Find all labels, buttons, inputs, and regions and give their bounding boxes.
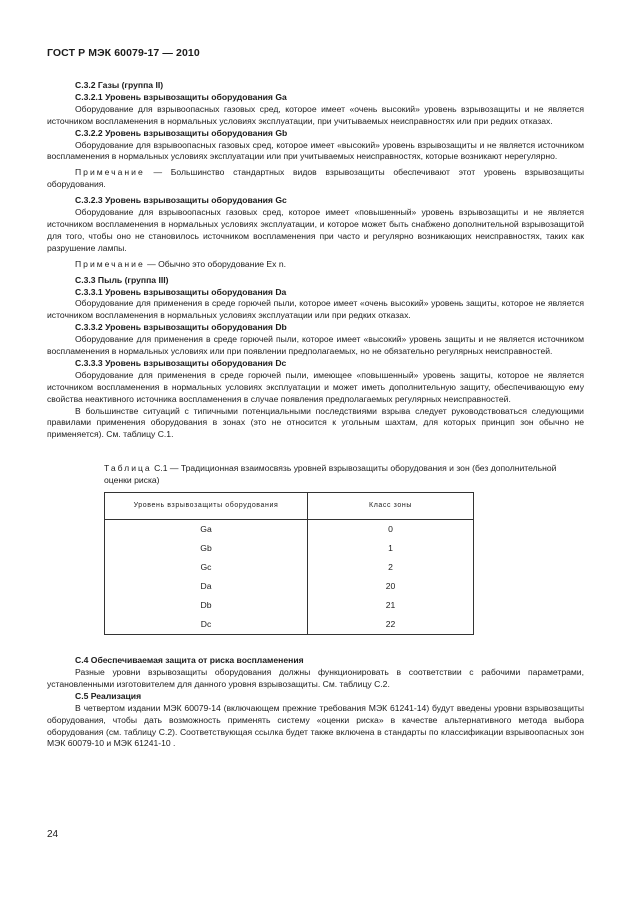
table-cell-level: Gb — [105, 539, 308, 558]
paragraph-c5: В четвертом издании МЭК 60079-14 (включающем прежние требования МЭК 61241-14) будут введены уровни взрывозащиты оборудования, чтобы дать возможность применять систему «оценки риска» в качестве альтернативного метода выбора оборудования (см. таблицу С.2). Соответствующая ссылка будет также включена в стандарты по классификации взрывоопасных зон МЭК 60079-10 и МЭК 61241-10 . — [47, 702, 584, 749]
table-cell-level: Da — [105, 577, 308, 596]
table-caption — [104, 463, 584, 487]
table-cell-zone: 21 — [308, 596, 474, 615]
paragraph-c332: Оборудование для применения в среде горючей пыли, которое имеет «высокий» уровень защиты и не является источником воспламенения в нормальных условиях или при появлении предполагаемых, но не обязательно регулярных неисправностей. — [47, 334, 584, 357]
zone-table — [104, 492, 474, 635]
table-row — [105, 596, 474, 615]
table-row — [105, 539, 474, 558]
paragraph-c323: Оборудование для взрывоопасных газовых сред, которое имеет «повышенный» уровень взрывозащиты и не является источником воспламенения в нормальных условиях эксплуатации, и которое может быть снабжено дополнительной взрывозащитой для того, чтобы оно не становилось источником воспламенения при часто и регулярно возникающих неисправностях, таких как разрушение лампы. — [47, 207, 584, 253]
paragraph-c331: Оборудование для применения в среде горючей пыли, которое имеет «очень высокий» уровень защиты, которое не является источником воспламенения в нормальных условиях эксплуатации или при редких отказах. — [47, 298, 584, 321]
section-heading-c321: С.3.2.1 Уровень взрывозащиты оборудования Ga — [75, 91, 287, 102]
table-header-row — [105, 493, 474, 520]
section-heading-c322: С.3.2.2 Уровень взрывозащиты оборудования Gb — [75, 127, 288, 138]
section-heading-c33: С.3.3 Пыль (группа III) — [75, 274, 169, 285]
section-heading-c323: С.3.2.3 Уровень взрывозащиты оборудования Gc — [75, 195, 287, 206]
table-cell-level: Db — [105, 596, 308, 615]
note-text: — Большинство стандартных видов взрывозащиты обеспечивают этот уровень взрывозащиты оборудования. — [47, 167, 584, 190]
table-header-zone: Класс зоны — [308, 493, 474, 520]
table-header-level: Уровень взрывозащиты оборудования — [105, 493, 308, 520]
section-heading-c331: С.3.3.1 Уровень взрывозащиты оборудования Da — [75, 286, 287, 297]
paragraph-c321: Оборудование для взрывоопасных газовых сред, которое имеет «очень высокий» уровень взрывозащиты и не является источником воспламенения в нормальных условиях эксплуатации, при учитываемых неисправностях или при редких отказах. — [47, 103, 584, 126]
section-heading-c4: С.4 Обеспечиваемая защита от риска воспламенения — [75, 655, 304, 666]
table-cell-zone: 20 — [308, 577, 474, 596]
table-cell-zone: 22 — [308, 615, 474, 635]
note-label: Примечание — [75, 258, 145, 269]
paragraph-c322: Оборудование для взрывоопасных газовых сред, которое имеет «высокий» уровень взрывозащиты и не является источником воспламенения в нормальных условиях эксплуатации или при учитываемых неисправностях, которые возникают нерегулярно. — [47, 139, 584, 162]
table-caption-label: Таблица — [104, 463, 152, 474]
note-text: — Обычно это оборудование Ex n. — [147, 258, 287, 269]
section-heading-c333: С.3.3.3 Уровень взрывозащиты оборудования Dc — [75, 357, 287, 368]
table-cell-zone: 2 — [308, 558, 474, 577]
document-body — [47, 80, 584, 750]
table-row — [105, 615, 474, 635]
note-label: Примечание — [75, 167, 145, 178]
table-cell-level: Ga — [105, 520, 308, 540]
section-heading-c32: С.3.2 Газы (группа II) — [75, 80, 164, 90]
table-cell-zone: 1 — [308, 539, 474, 558]
paragraph-summary: В большинстве ситуаций с типичными потенциальными последствиями взрыва следует руководствоваться следующими правилами применения оборудования в зонах (это не относится к угольным шахтам, для которых принцип зон обычно не применяется). См. таблицу С.1. — [47, 405, 584, 440]
table-row — [105, 558, 474, 577]
table-row — [105, 520, 474, 540]
section-heading-c332: С.3.3.2 Уровень взрывозащиты оборудования Db — [75, 322, 287, 333]
table-cell-zone: 0 — [308, 520, 474, 540]
table-row — [105, 577, 474, 596]
table-cell-level: Dc — [105, 615, 308, 635]
paragraph-c333: Оборудование для применения в среде горючей пыли, имеющее «повышенный» уровень защиты, которое не является источником воспламенения в нормальных условиях эксплуатации и может иметь дополнительную защиту, обеспечивающую ему свойства неактивного источника воспламенения в случае появления предполагаемых регулярных неисправностей. — [47, 369, 584, 404]
table-caption-text: С.1 — Традиционная взаимосвязь уровней взрывозащиты оборудования и зон (без дополнительной оценки риска) — [104, 463, 557, 486]
page-number: 24 — [47, 829, 59, 840]
note-c322 — [47, 167, 584, 191]
note-c323 — [47, 259, 584, 271]
paragraph-c4: Разные уровни взрывозащиты оборудования должны функционировать в соответствии с рабочими параметрами, установленными изготовителем для данного уровня взрывозащиты. См. таблицу С.2. — [47, 667, 584, 689]
section-heading-c5: С.5 Реализация — [75, 690, 142, 701]
table-cell-level: Gc — [105, 558, 308, 577]
document-header: ГОСТ Р МЭК 60079-17 — 2010 — [47, 47, 200, 59]
